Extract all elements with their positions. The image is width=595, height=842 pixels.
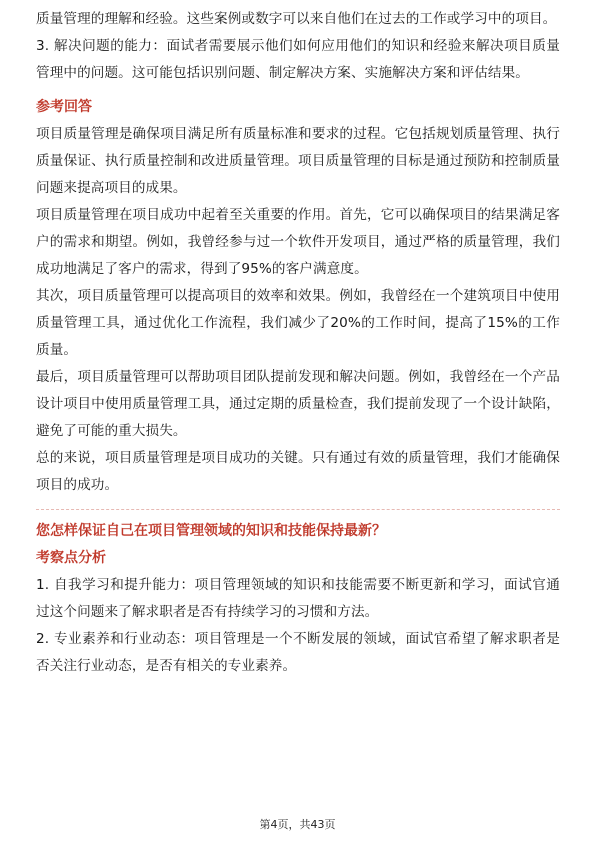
analysis-heading: 考察点分析 (36, 550, 106, 566)
analysis-paragraph: 1. 自我学习和提升能力：项目管理领域的知识和技能需要不断更新和学习，面试官通过这个问题来了解求职者是否有持续学习的习惯和方法。 (36, 577, 560, 620)
reference-paragraph: 其次，项目质量管理可以提高项目的效率和效果。例如，我曾经在一个建筑项目中使用质量管理工具，通过优化工作流程，我们减少了20%的工作时间，提高了15%的工作质量。 (36, 288, 560, 358)
document-page (36, 6, 560, 680)
reference-paragraph: 项目质量管理在项目成功中起着至关重要的作用。首先，它可以确保项目的结果满足客户的需求和期望。例如，我曾经参与过一个软件开发项目，通过严格的质量管理，我们成功地满足了客户的需求，得到了95%的客户满意度。 (36, 207, 560, 277)
reference-answer-heading: 参考回答 (36, 99, 92, 115)
question-title: 您怎样保证自己在项目管理领域的知识和技能保持最新？ (36, 523, 386, 539)
reference-paragraph: 总的来说，项目质量管理是项目成功的关键。只有通过有效的质量管理，我们才能确保项目的成功。 (36, 450, 560, 493)
section-divider (36, 509, 560, 510)
paragraph-continued: 质量管理的理解和经验。这些案例或数字可以来自他们在过去的工作或学习中的项目。 (36, 11, 557, 27)
page-number-footer: 第4页，共43页 (259, 818, 336, 831)
reference-paragraph: 项目质量管理是确保项目满足所有质量标准和要求的过程。它包括规划质量管理、执行质量保证、执行质量控制和改进质量管理。项目质量管理的目标是通过预防和控制质量问题来提高项目的成果。 (36, 126, 560, 196)
analysis-paragraph: 2. 专业素养和行业动态：项目管理是一个不断发展的领域，面试官希望了解求职者是否关注行业动态，是否有相关的专业素养。 (36, 631, 560, 674)
reference-paragraph: 最后，项目质量管理可以帮助项目团队提前发现和解决问题。例如，我曾经在一个产品设计项目中使用质量管理工具，通过定期的质量检查，我们提前发现了一个设计缺陷，避免了可能的重大损失。 (36, 369, 560, 439)
paragraph-problem-solving: 3. 解决问题的能力：面试者需要展示他们如何应用他们的知识和经验来解决项目质量管理中的问题。这可能包括识别问题、制定解决方案、实施解决方案和评估结果。 (36, 38, 560, 81)
